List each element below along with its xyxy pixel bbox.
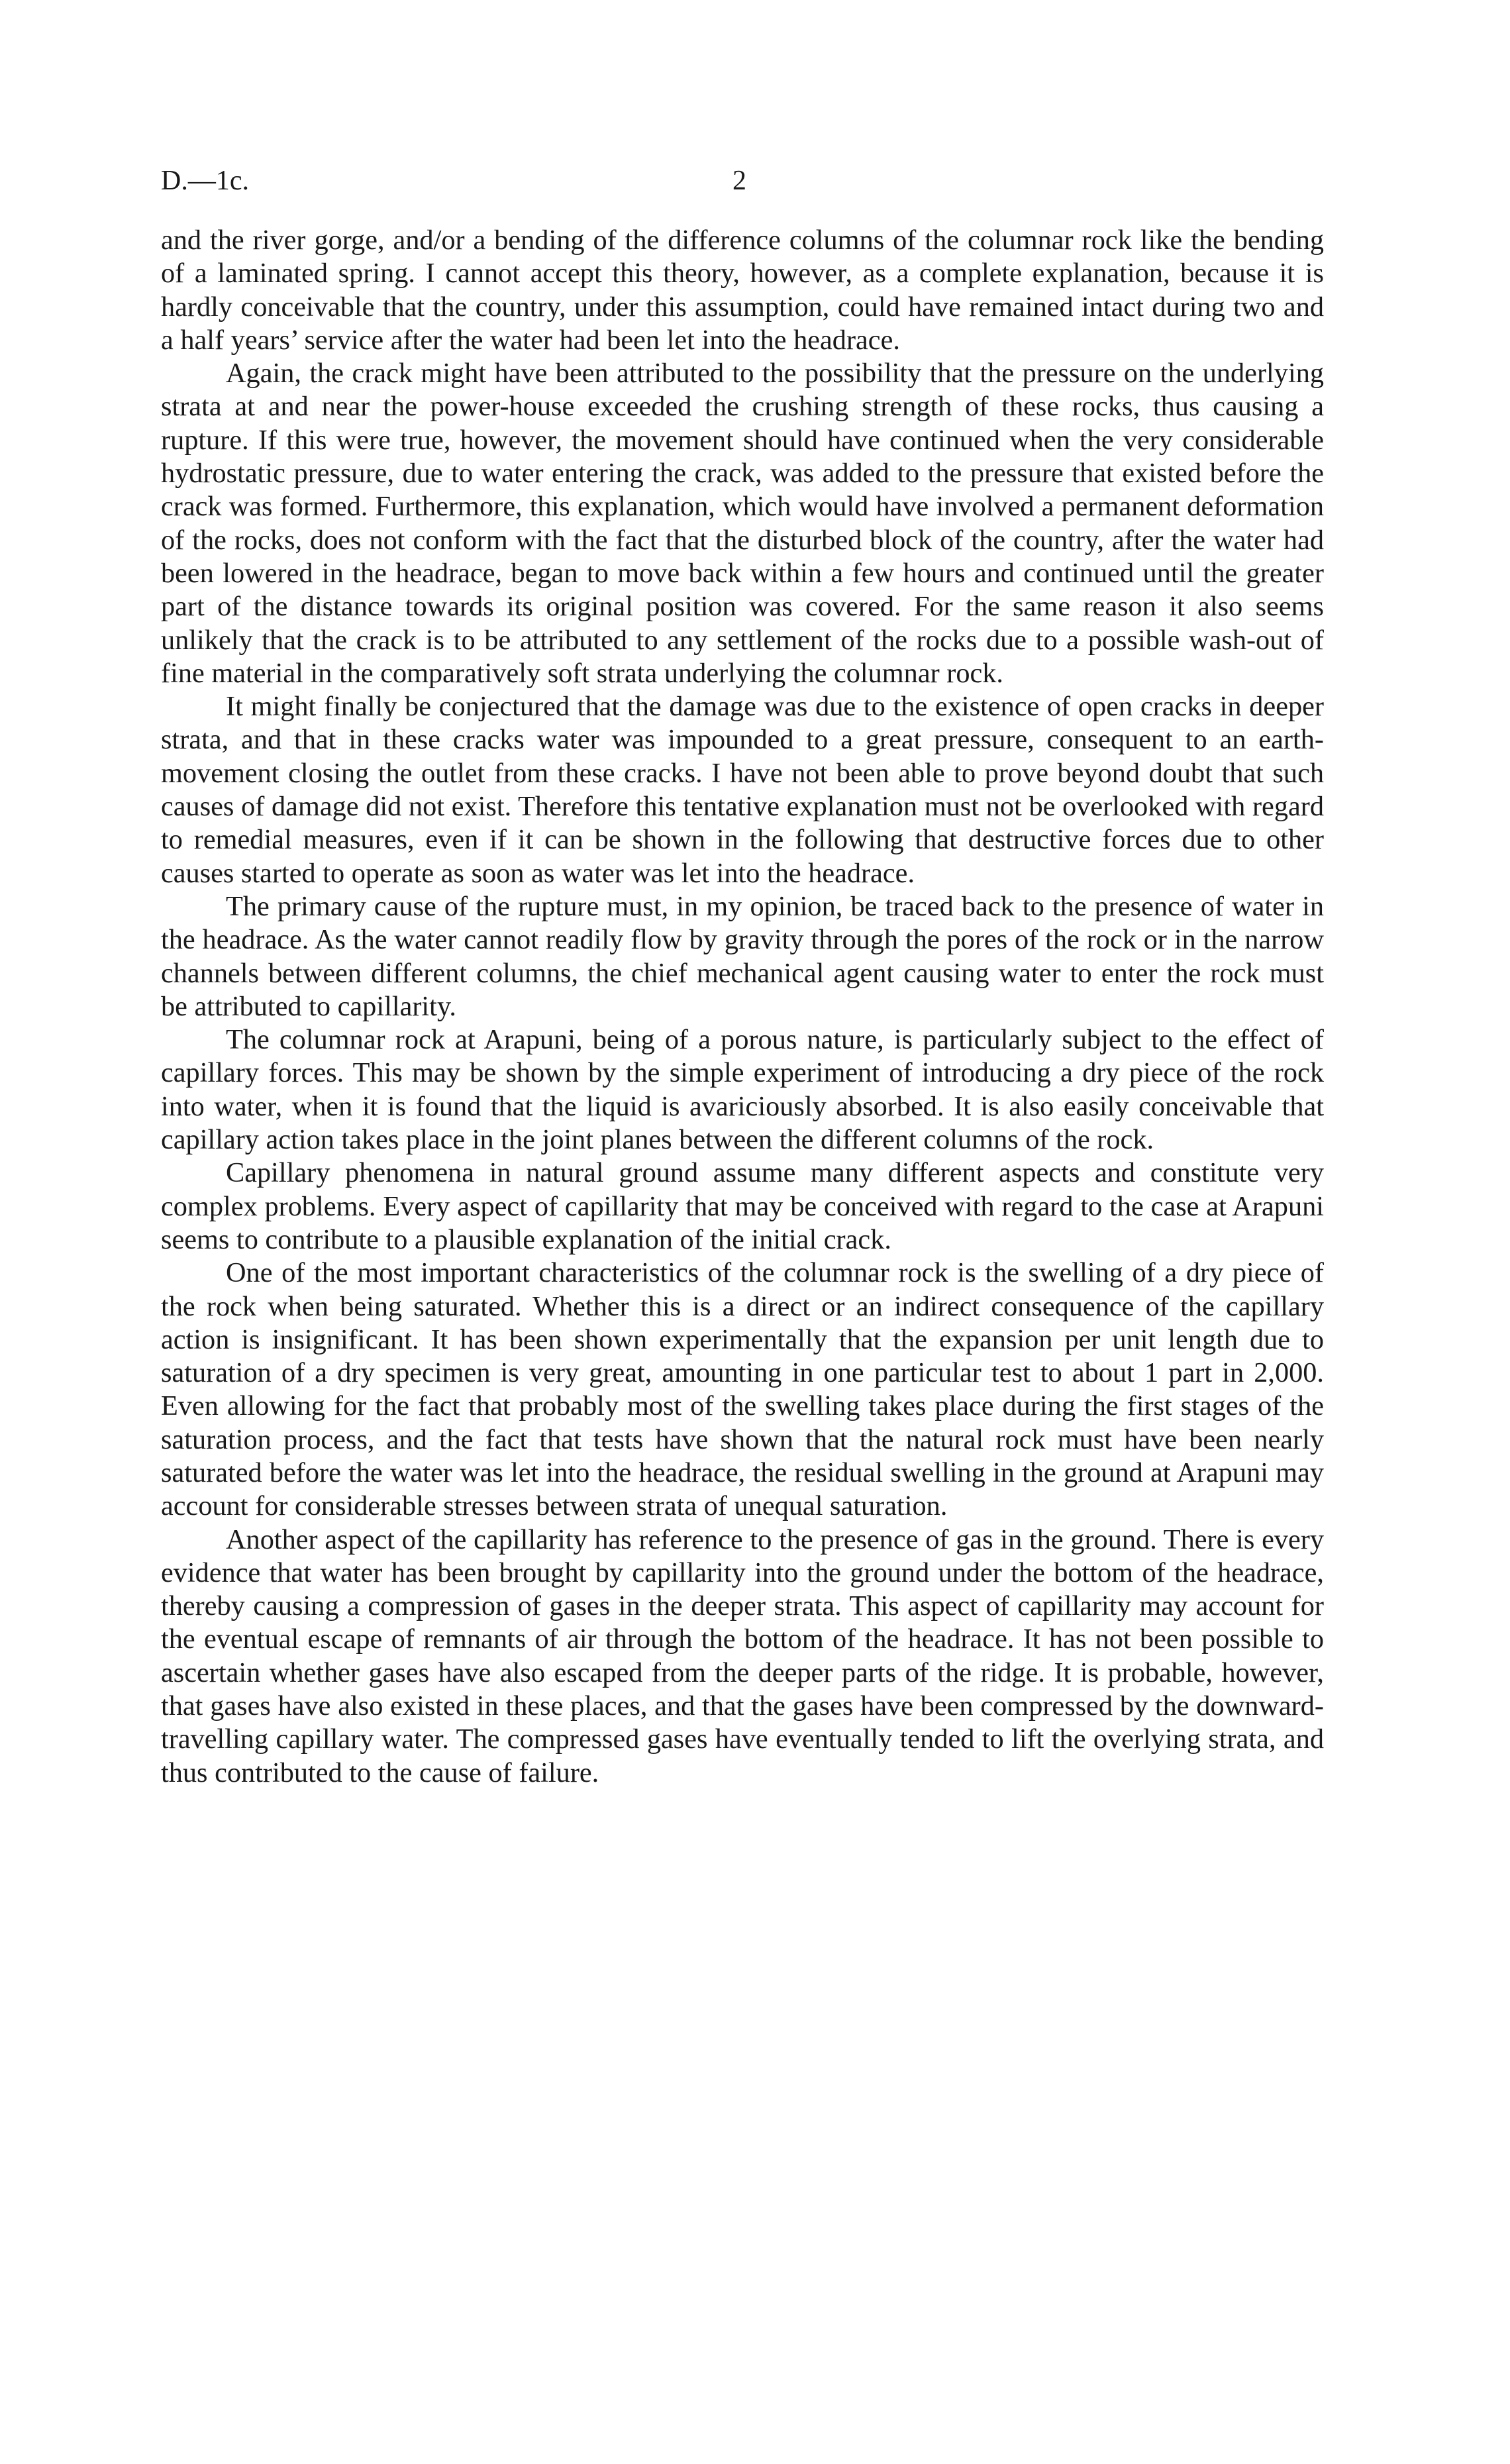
page-number: 2 (732, 166, 746, 196)
paragraph: Another aspect of the capillarity has reference to the presence of gas in the ground. There is every evidence that water has been brought by capillarity into the ground under the bottom of the headrace, thereby causing a compression of gases in the deeper strata. This aspect of capillarity may account for the eventual escape of remnants of air through the bottom of the headrace. It has not been possible to ascertain whether gases have also escaped from the deeper parts of the ridge. It is probable, however, that gases have also existed in these places, and that the gases have been compressed by the downward-travelling capillary water. The compressed gases have eventually tended to lift the overlying strata, and thus contributed to the cause of failure. (161, 1523, 1324, 1788)
running-head (161, 161, 1324, 201)
paragraph: Again, the crack might have been attributed to the possibility that the pressure on the underlying strata at and near the power-house exceeded the crushing strength of these rocks, thus causing a rupture. If this were true, however, the movement should have continued when the very considerable hydrostatic pressure, due to water entering the crack, was added to the pressure that existed before the crack was formed. Furthermore, this explanation, which would have involved a permanent deformation of the rocks, does not conform with the fact that the disturbed block of the country, after the water had been lowered in the headrace, began to move back within a few hours and continued until the greater part of the distance towards its original position was covered. For the same reason it also seems unlikely that the crack is to be attributed to any settlement of the rocks due to a possible wash-out of fine material in the comparatively soft strata underlying the columnar rock. (161, 358, 1324, 689)
body-text (161, 224, 1324, 1790)
document-reference: D.—1c. (161, 166, 249, 196)
paragraph: Capillary phenomena in natural ground assume many different aspects and constitute very complex problems. Every aspect of capillarity that may be conceived with regard to the case at Arapuni seems to contribute to a plausible explanation of the initial crack. (161, 1157, 1324, 1255)
paragraph-continued: and the river gorge, and/or a bending of the difference columns of the columnar rock like the bending of a laminated spring. I cannot accept this theory, however, as a complete explanation, because it is hardly conceivable that the country, under this assumption, could have remained intact during two and a half years’ service after the water had been let into the headrace. (161, 225, 1324, 356)
paragraph: The primary cause of the rupture must, in my opinion, be traced back to the presence of water in the headrace. As the water cannot readily flow by gravity through the pores of the rock or in the narrow channels between different columns, the chief mechanical agent causing water to enter the rock must be attributed to capillarity. (161, 890, 1324, 1022)
paragraph: It might finally be conjectured that the damage was due to the existence of open cracks in deeper strata, and that in these cracks water was impounded to a great pressure, consequent to an earth-movement closing the outlet from these cracks. I have not been able to prove beyond doubt that such causes of damage did not exist. Therefore this tentative explanation must not be overlooked with regard to remedial measures, even if it can be shown in the following that destructive forces due to other causes started to operate as soon as water was let into the headrace. (161, 691, 1324, 889)
paragraph: The columnar rock at Arapuni, being of a porous nature, is particularly subject to the effect of capillary forces. This may be shown by the simple experiment of introducing a dry piece of the rock into water, when it is found that the liquid is avariciously absorbed. It is also easily conceivable that capillary action takes place in the joint planes between the different columns of the rock. (161, 1024, 1324, 1156)
paragraph: One of the most important characteristics of the columnar rock is the swelling of a dry piece of the rock when being saturated. Whether this is a direct or an indirect consequence of the capillary action is insignificant. It has been shown experimentally that the expansion per unit length due to saturation of a dry specimen is very great, amounting in one particular test to about 1 part in 2,000. Even allowing for the fact that probably most of the swelling takes place during the first stages of the saturation process, and the fact that tests have shown that the natural rock must have been nearly saturated before the water was let into the headrace, the residual swelling in the ground at Arapuni may account for considerable stresses between strata of unequal saturation. (161, 1257, 1324, 1522)
